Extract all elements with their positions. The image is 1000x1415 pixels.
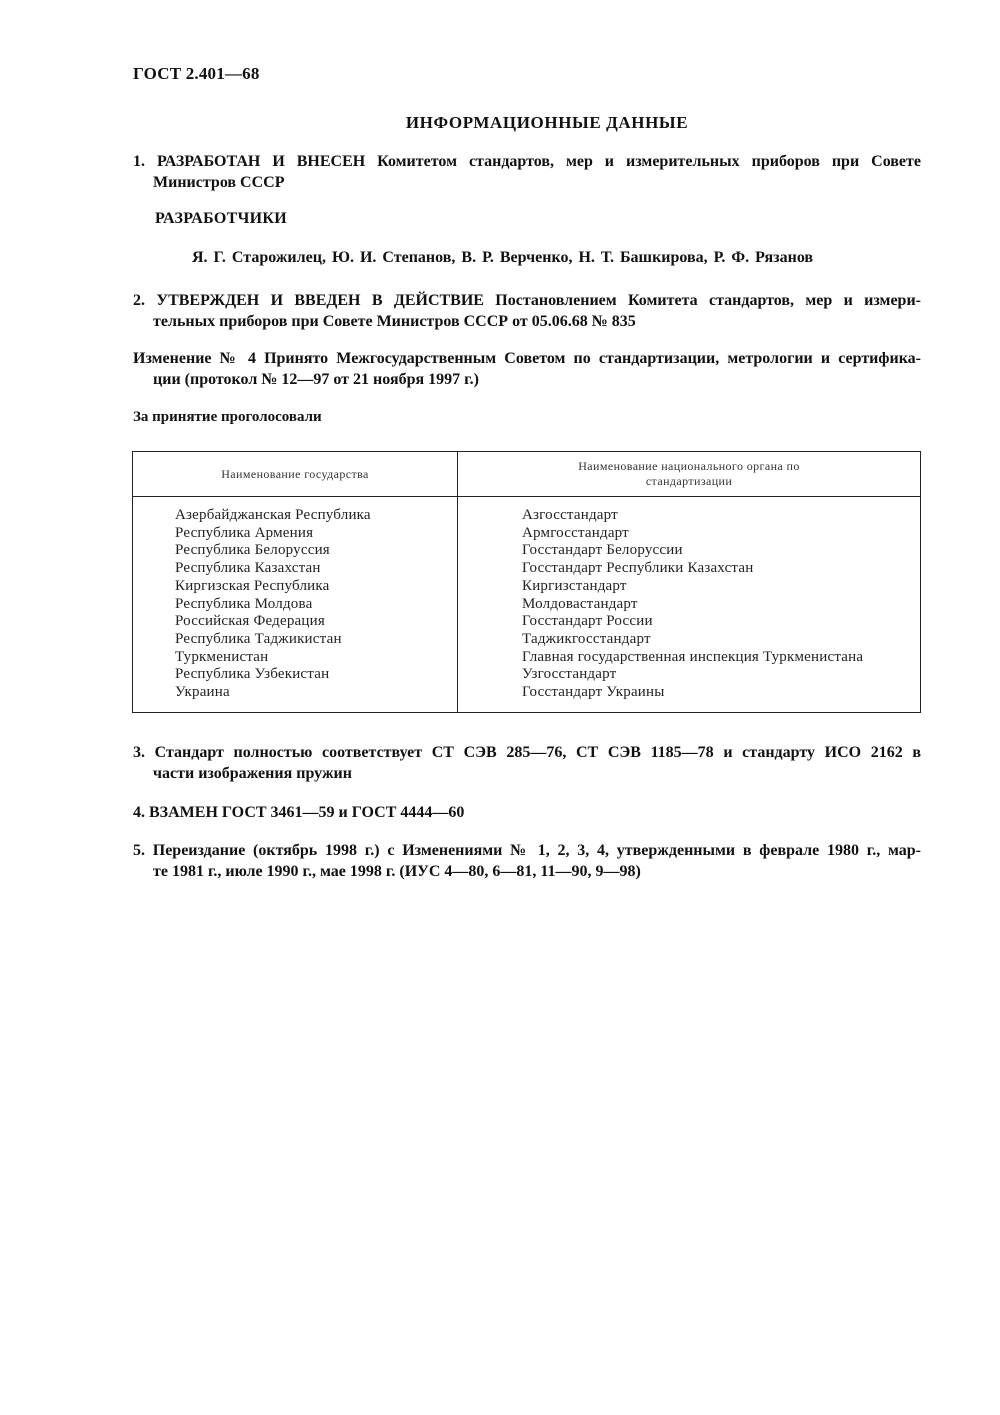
table-cell-body: Госстандарт Украины [522,684,665,701]
section-2 [133,290,921,332]
table-cell-state: Республика Таджикистан [175,630,342,647]
table-header-divider [133,496,920,497]
table-cell-body: Азгосстандарт [522,507,618,523]
table-header-national-body [458,452,920,496]
table-header-body-text [578,459,800,489]
table-cell-state: Азербайджанская Республика [175,507,371,523]
section-5-line-2: те 1981 г., июле 1990 г., мае 1998 г. (ИУС 4—80, 6—81, 11—90, 9—98) [153,863,641,880]
section-2-line-1: 2. УТВЕРЖДЕН И ВВЕДЕН В ДЕЙСТВИЕ Постановлением Комитета стандартов, мер и измери- [133,292,921,309]
table-cell-state: Украина [175,684,230,701]
table-cell-state: Республика Армения [175,524,314,541]
section-4-line-1: 4. ВЗАМЕН ГОСТ 3461—59 и ГОСТ 4444—60 [133,804,465,821]
section-5-line-1: 5. Переиздание (октябрь 1998 г.) с Изменениями № 1, 2, 3, 4, утвержденными в феврале 1980 г., мар- [133,842,921,859]
document-code: ГОСТ 2.401—68 [133,64,260,83]
table-header-state-text: Наименование государства [221,466,369,481]
section-4 [133,802,921,823]
voting-table [132,451,921,713]
section-1-line-2: Министров СССР [153,174,285,191]
table-cell-state: Республика Белоруссия [175,542,330,559]
table-cell-body: Госстандарт России [522,613,653,630]
table-column-national-body [522,507,863,702]
section-3-line-2: части изображения пружин [153,765,352,782]
developers-names: Я. Г. Старожилец, Ю. И. Степанов, В. Р. Верченко, Н. Т. Башкирова, Р. Ф. Рязанов [192,249,814,266]
table-cell-state: Российская Федерация [175,613,325,630]
developers-label: РАЗРАБОТЧИКИ [155,210,288,227]
table-header-state [133,452,457,496]
table-cell-body: Армгосстандарт [522,524,629,541]
page-title: ИНФОРМАЦИОННЫЕ ДАННЫЕ [405,113,689,132]
table-cell-state: Туркменистан [175,648,269,665]
table-cell-state: Республика Молдова [175,595,313,612]
voted-label: За принятие проголосовали [133,409,322,425]
table-header-body-line-1: Наименование национального органа по [578,459,800,473]
table-header-body-line-2: стандартизации [645,474,733,488]
change-4-line-1: Изменение № 4 Принято Межгосударственным Советом по стандартизации, метрологии и сертифика- [133,350,921,367]
table-cell-body: Молдовастандарт [522,595,638,612]
change-4-line-2: ции (протокол № 12—97 от 21 ноября 1997 г.) [153,371,479,388]
section-5 [133,840,921,882]
table-cell-body: Узгосстандарт [522,666,617,683]
section-1 [133,151,921,193]
table-column-state [175,507,371,702]
table-cell-state: Республика Казахстан [175,560,321,577]
table-cell-body: Госстандарт Белоруссии [522,542,683,559]
change-4-note [133,348,921,390]
table-cell-state: Киргизская Республика [175,577,330,594]
table-cell-body: Таджикгосстандарт [522,630,651,647]
section-3-line-1: 3. Стандарт полностью соответствует СТ СЭВ 285—76, СТ СЭВ 1185—78 и стандарту ИСО 2162 в [133,744,921,761]
table-cell-body: Главная государственная инспекция Туркменистана [522,648,864,665]
section-2-line-2: тельных приборов при Совете Министров СССР от 05.06.68 № 835 [153,313,636,330]
section-3 [133,742,921,784]
table-cell-body: Киргизстандарт [522,577,627,594]
section-1-line-1: 1. РАЗРАБОТАН И ВНЕСЕН Комитетом стандартов, мер и измерительных приборов при Совете [133,153,921,170]
table-cell-body: Госстандарт Республики Казахстан [522,560,754,577]
table-cell-state: Республика Узбекистан [175,666,330,683]
